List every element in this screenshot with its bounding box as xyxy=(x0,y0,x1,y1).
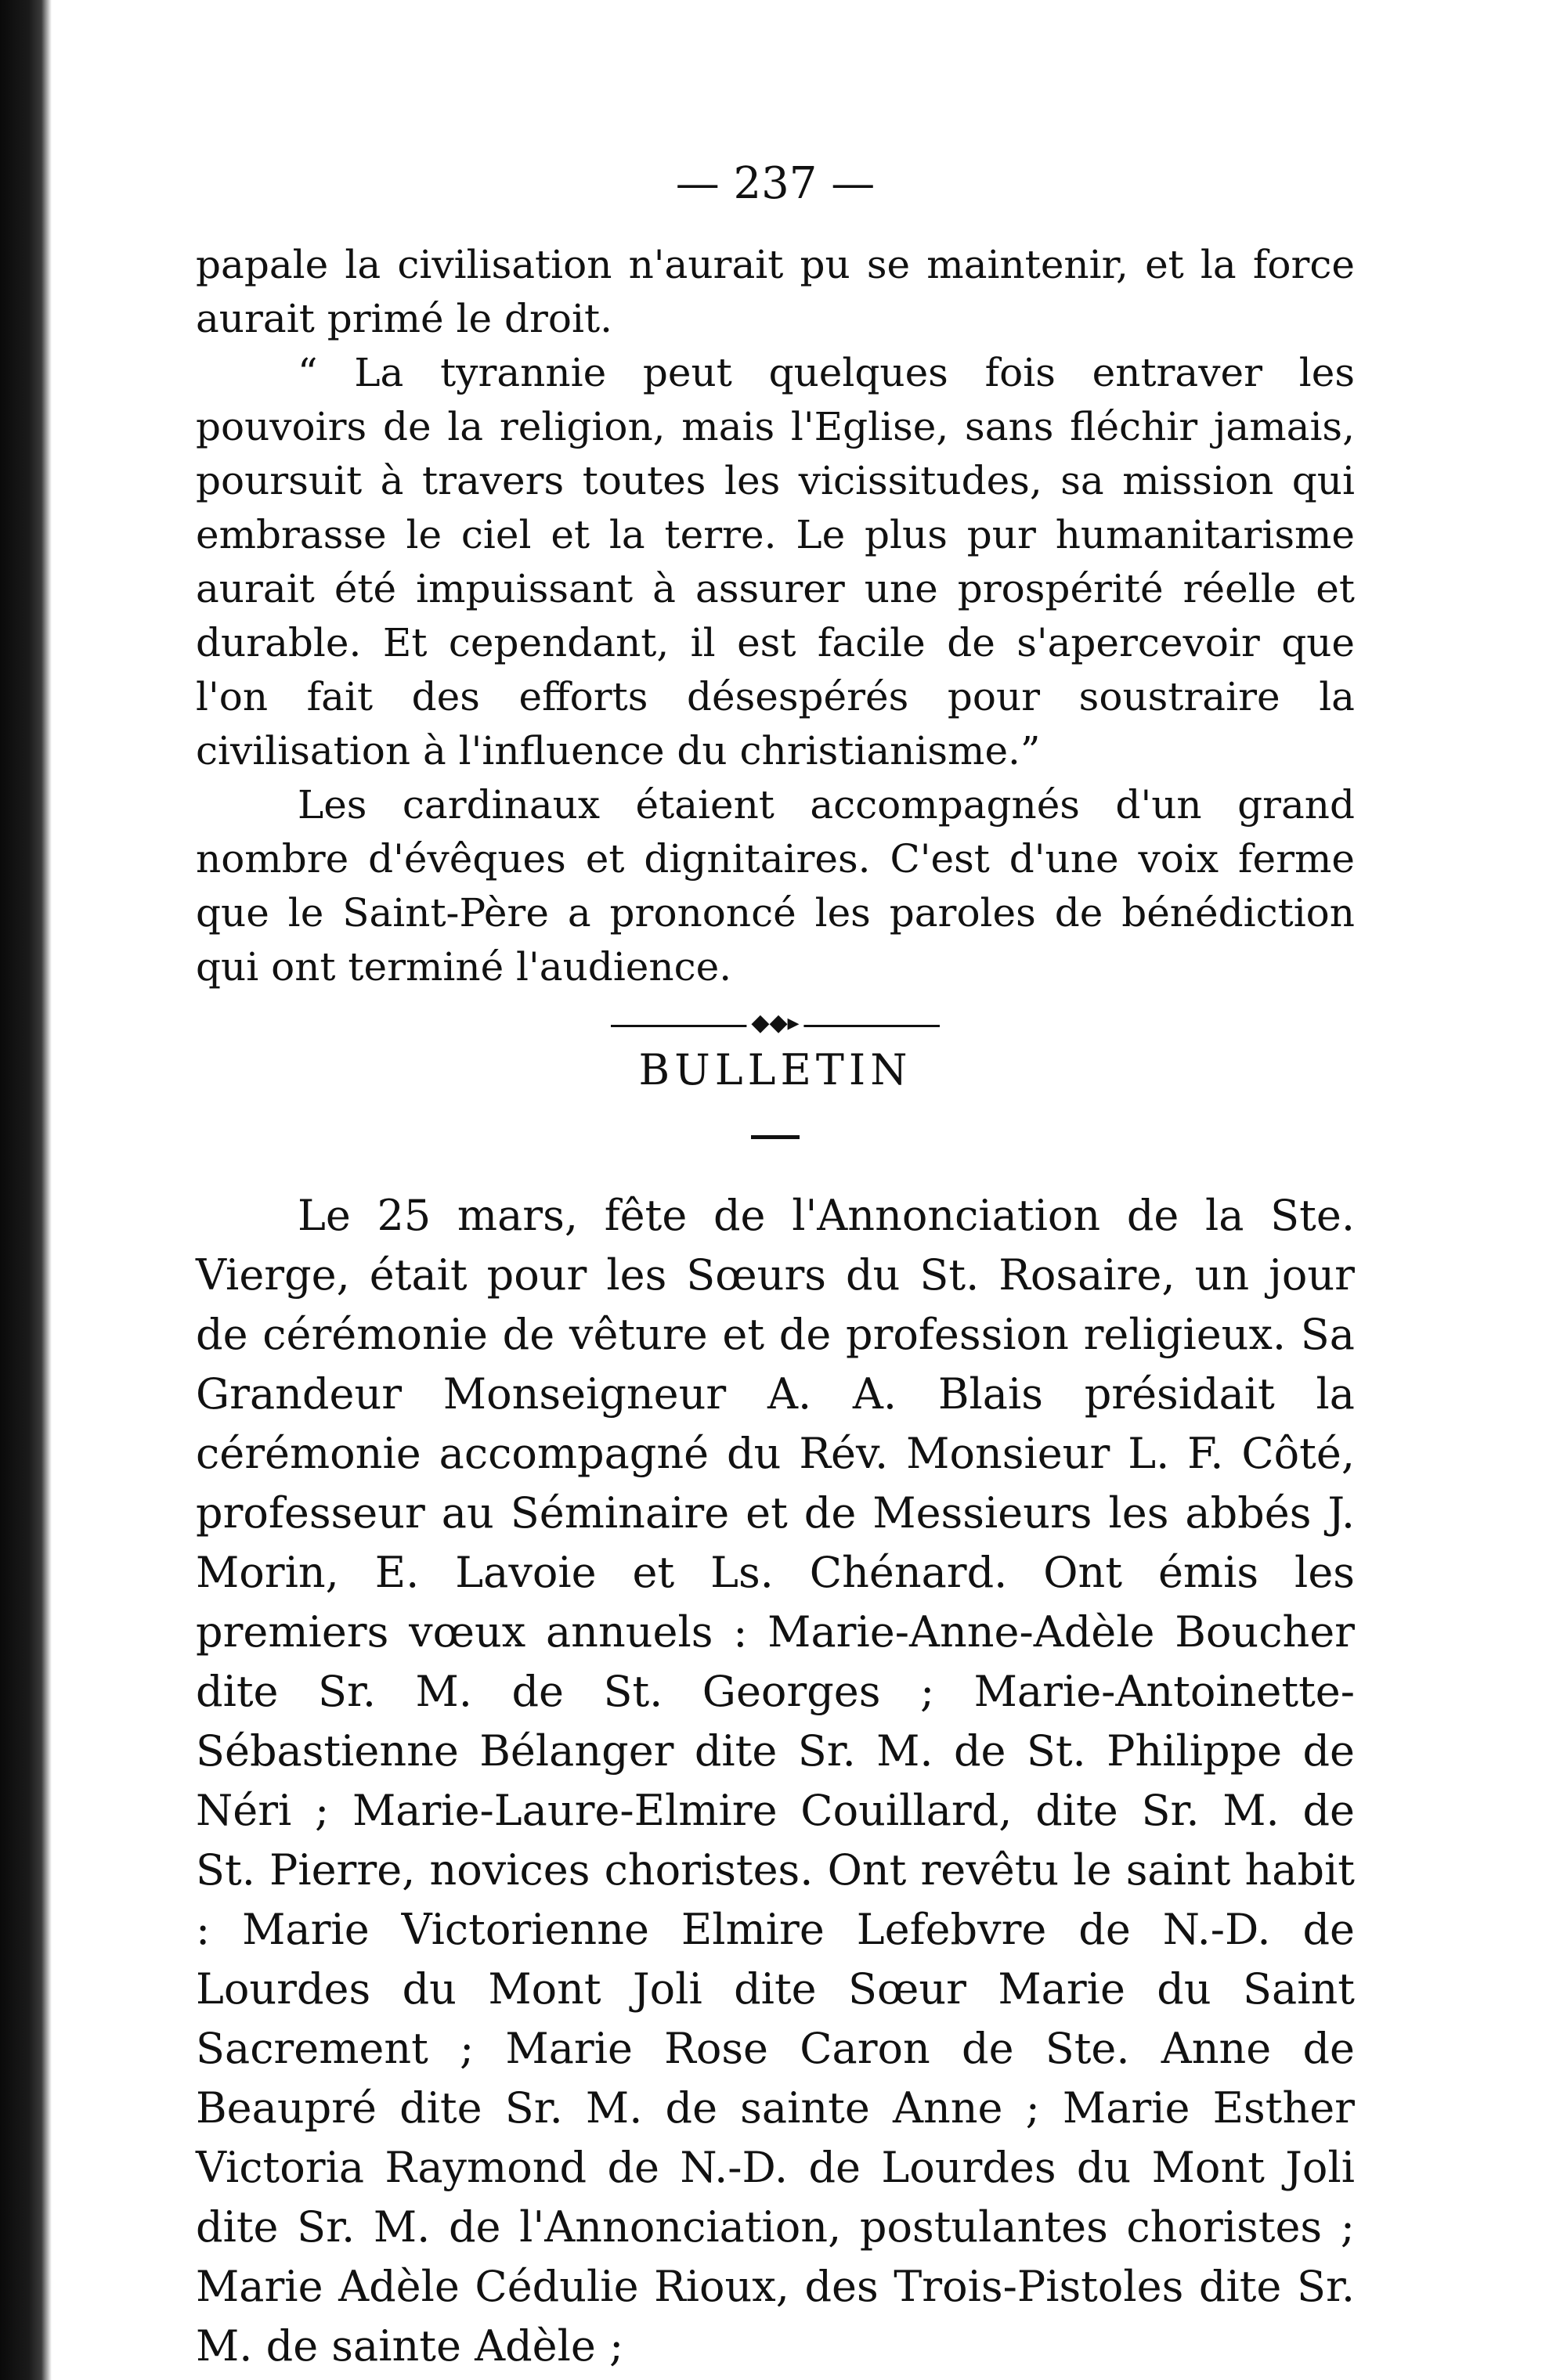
page xyxy=(196,157,1355,2376)
bulletin-section xyxy=(196,1186,1355,2376)
paragraph: “ La tyrannie peut quelques fois entraver les pouvoirs de la religion, mais l'Eglise, sans fléchir jamais, poursuit à travers toutes les vicissitudes, sa mission qui embrasse le ciel et la terre. Le plus pur humanitarisme aurait été impuissant à assurer une prospérité réelle et durable. Et cependant, il est facile de s'apercevoir que l'on fait des efforts désespérés pour soustraire la civilisation à l'influence du christianisme.” xyxy=(196,350,1355,774)
page-number: — 237 — xyxy=(675,158,876,209)
paragraph: papale la civilisation n'aurait pu se maintenir, et la force aurait primé le droit. xyxy=(196,242,1355,341)
section-title: BULLETIN xyxy=(638,1045,912,1094)
ornamental-divider xyxy=(611,1009,940,1037)
ornament-icon: ◆◆▸ xyxy=(746,1010,803,1037)
paragraph: Les cardinaux étaient accompagnés d'un grand nombre d'évêques et dignitaires. C'est d'une voix ferme que le Saint-Père a prononcé les paroles de bénédiction qui ont terminé l'audience. xyxy=(196,782,1355,990)
paragraph: Le 25 mars, fête de l'Annonciation de la Ste. Vierge, était pour les Sœurs du St. Rosaire, un jour de cérémonie de vêture et de profession religieux. Sa Grandeur Monseigneur A. A. Blais présidait la cérémonie accompagné du Rév. Monsieur L. F. Côté, professeur au Séminaire et de Messieurs les abbés J. Morin, E. Lavoie et Ls. Chénard. Ont émis les premiers vœux annuels : Marie-Anne-Adèle Boucher dite Sr. M. de St. Georges ; Marie-Antoinette-Sébastienne Bélanger dite Sr. M. de St. Philippe de Néri ; Marie-Laure-Elmire Couillard, dite Sr. M. de St. Pierre, novices choristes. Ont revêtu le saint habit : Marie Victorienne Elmire Lefebvre de N.-D. de Lourdes du Mont Joli dite Sœur Marie du Saint Sacrement ; Marie Rose Caron de Ste. Anne de Beaupré dite Sr. M. de sainte Anne ; Marie Esther Victoria Raymond de N.-D. de Lourdes du Mont Joli dite Sr. M. de l'Annonciation, postulantes choristes ; Marie Adèle Cédulie Rioux, des Trois-Pistoles dite Sr. M. de sainte Adèle ; xyxy=(196,1191,1355,2371)
book-spine-shadow xyxy=(0,0,52,2380)
article-continuation xyxy=(196,238,1355,994)
short-rule xyxy=(751,1135,800,1139)
